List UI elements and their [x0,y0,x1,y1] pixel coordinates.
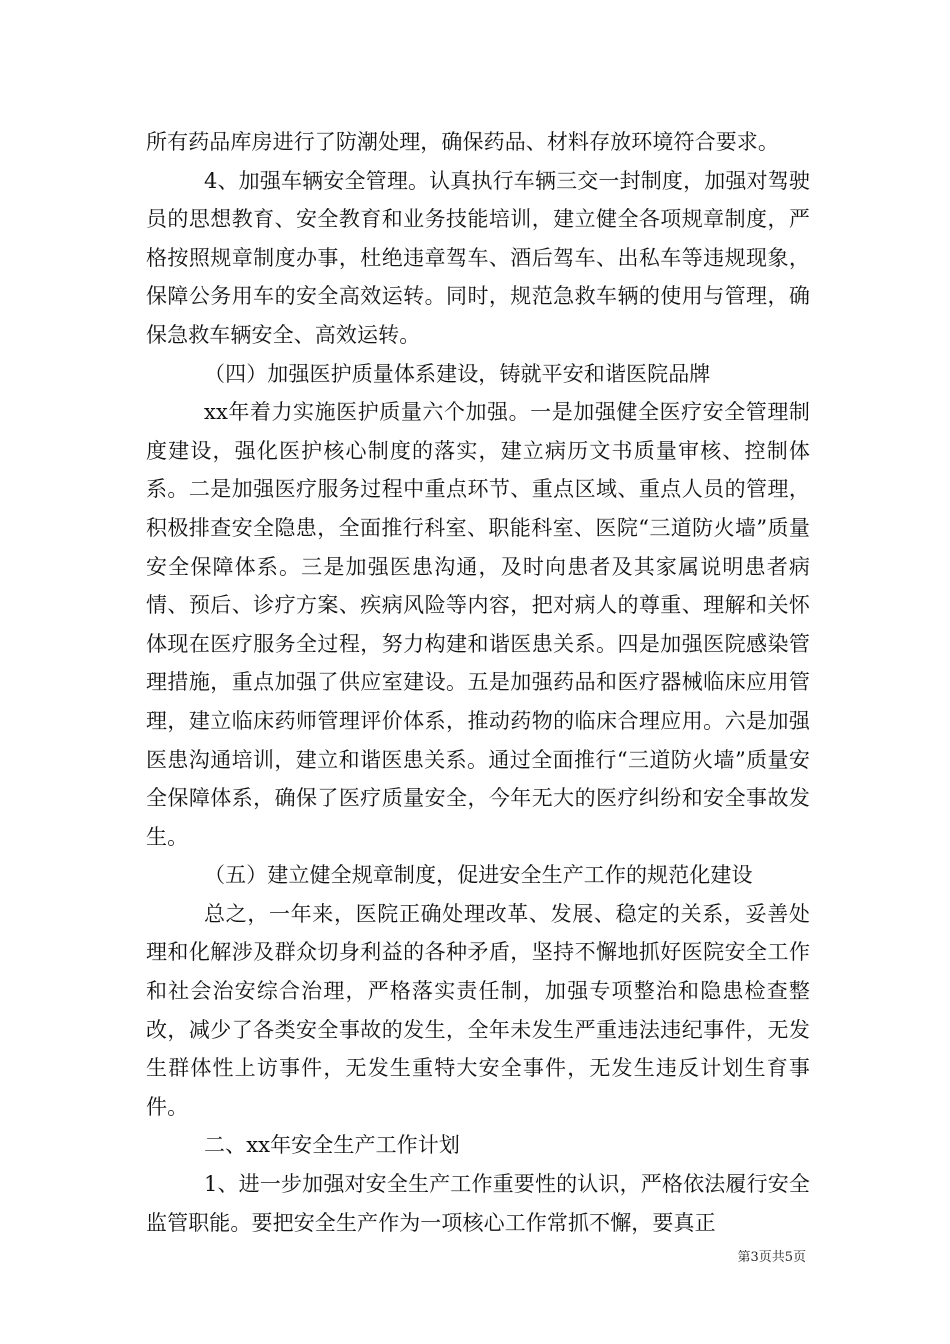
section-heading-4: （四）加强医护质量体系建设，铸就平安和谐医院品牌 [204,361,711,386]
paragraph-medical-quality: xx年着力实施医护质量六个加强。一是加强健全医疗安全管理制度建设，强化医护核心制度的落实，建立病历文书质量审核、控制体系。二是加强医疗服务过程中重点环节、重点区域、重点人员的管理，积极排查安全隐患，全面推行科室、职能科室、医院“三道防火墙”质量安全保障体系。三是加强医患沟通，及时向患者及其家属说明患者病情、预后、诊疗方案、疾病风险等内容，把对病人的尊重、理解和关怀体现在医疗服务全过程，努力构建和谐医患关系。四是加强医院感染管理措施，重点加强了供应室建设。五是加强药品和医疗器械临床应用管理，建立临床药师管理评价体系，推动药物的临床合理应用。六是加强医患沟通培训，建立和谐医患关系。通过全面推行“三道防火墙”质量安全保障体系，确保了医疗质量安全，今年无大的医疗纠纷和安全事故发生。 [146,400,810,849]
section-heading-plan: 二、xx年安全生产工作计划 [204,1133,460,1158]
paragraph-vehicle-safety: 4、加强车辆安全管理。认真执行车辆三交一封制度，加强对驾驶员的思想教育、安全教育和业务技能培训，建立健全各项规章制度，严格按照规章制度办事，杜绝违章驾车、酒后驾车、出私车等违规现象，保障公务用车的安全高效运转。同时，规范急救车辆的使用与管理，确保急救车辆安全、高效运转。 [146,168,810,347]
paragraph-plan-item-1: 1、进一步加强对安全生产工作重要性的认识，严格依法履行安全监管职能。要把安全生产作为一项核心工作常抓不懈，要真正 [146,1172,810,1235]
document-body [146,123,810,1242]
section-heading-5: （五）建立健全规章制度，促进安全生产工作的规范化建设 [204,863,753,888]
page-number: 第3页共5页 [737,1250,806,1265]
paragraph-summary: 总之，一年来，医院正确处理改革、发展、稳定的关系，妥善处理和化解涉及群众切身利益的各种矛盾，坚持不懈地抓好医院安全工作和社会治安综合治理，严格落实责任制，加强专项整治和隐患检查整改，减少了各类安全事故的发生，全年未发生严重违法违纪事件，无发生群体性上访事件，无发生重特大安全事件，无发生违反计划生育事件。 [146,901,810,1119]
paragraph-continuation: 所有药品库房进行了防潮处理，确保药品、材料存放环境符合要求。 [146,130,779,154]
